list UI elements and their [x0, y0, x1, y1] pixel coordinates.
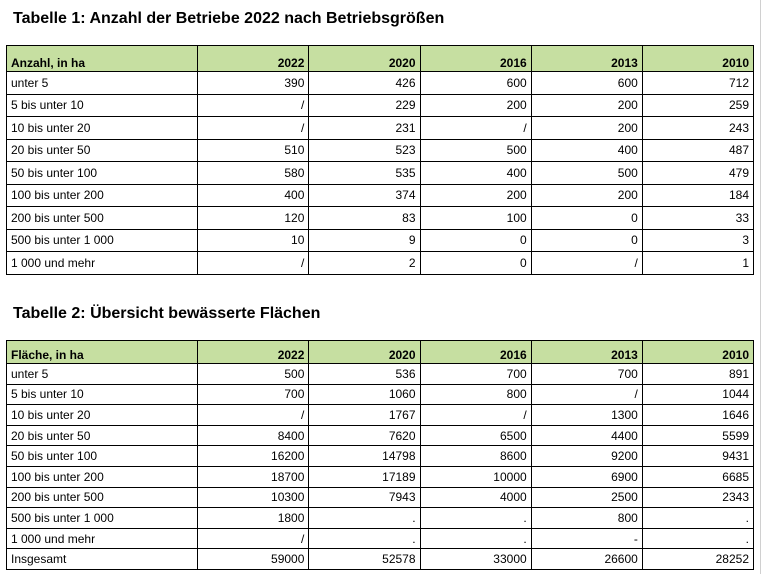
- row-label: 50 bis unter 100: [7, 446, 198, 467]
- table-cell: 10300: [198, 487, 309, 508]
- table-cell: 16200: [198, 446, 309, 467]
- row-label: 20 bis unter 50: [7, 139, 198, 162]
- row-label: 5 bis unter 10: [7, 384, 198, 405]
- table-row: [7, 528, 754, 549]
- table2-header-label: Fläche, in ha: [7, 341, 198, 364]
- row-label: 500 bis unter 1 000: [7, 508, 198, 529]
- table-cell: .: [642, 528, 753, 549]
- table-cell: 4400: [531, 425, 642, 446]
- table1-header-year: 2020: [309, 46, 420, 72]
- table2-header-year: 2013: [531, 341, 642, 364]
- table-row: [7, 94, 754, 117]
- table-cell: 600: [531, 72, 642, 95]
- table1-header-year: 2016: [420, 46, 531, 72]
- table-cell: /: [531, 384, 642, 405]
- table-cell: -: [531, 528, 642, 549]
- table1-header-row: [7, 46, 754, 72]
- table-cell: 2: [309, 252, 420, 275]
- table-cell: 700: [198, 384, 309, 405]
- table-cell: 0: [420, 229, 531, 252]
- table-cell: 3: [642, 229, 753, 252]
- table-cell: 390: [198, 72, 309, 95]
- table-cell: /: [198, 405, 309, 426]
- table-cell: 523: [309, 139, 420, 162]
- table-cell: .: [420, 528, 531, 549]
- table-cell: 536: [309, 364, 420, 385]
- table2-title: Tabelle 2: Übersicht bewässerte Flächen: [13, 305, 321, 322]
- table-cell: 10: [198, 229, 309, 252]
- table-row: [7, 466, 754, 487]
- table-row: [7, 252, 754, 275]
- table-row: [7, 207, 754, 230]
- table-cell: 10000: [420, 466, 531, 487]
- table-cell: 33: [642, 207, 753, 230]
- table-cell: 33000: [420, 549, 531, 570]
- table2-header-year: 2022: [198, 341, 309, 364]
- row-label: 100 bis unter 200: [7, 184, 198, 207]
- table1-body: [7, 72, 754, 275]
- table-cell: 6500: [420, 425, 531, 446]
- table-cell: 200: [531, 184, 642, 207]
- table-row: [7, 117, 754, 140]
- table-cell: /: [531, 252, 642, 275]
- row-label: 50 bis unter 100: [7, 162, 198, 185]
- table-cell: 7620: [309, 425, 420, 446]
- table-cell: .: [309, 508, 420, 529]
- table-cell: 0: [531, 207, 642, 230]
- row-label: 1 000 und mehr: [7, 252, 198, 275]
- table1-header-year: 2010: [642, 46, 753, 72]
- table1: [6, 45, 754, 275]
- table-cell: 600: [420, 72, 531, 95]
- table-cell: 1800: [198, 508, 309, 529]
- row-label: 10 bis unter 20: [7, 405, 198, 426]
- table-cell: 200: [420, 94, 531, 117]
- page-edge: [760, 0, 761, 574]
- table-cell: 59000: [198, 549, 309, 570]
- table-row: [7, 425, 754, 446]
- table-cell: /: [198, 252, 309, 275]
- table-row: [7, 384, 754, 405]
- table-row: [7, 139, 754, 162]
- table-cell: 231: [309, 117, 420, 140]
- table-cell: 500: [198, 364, 309, 385]
- table-cell: /: [198, 117, 309, 140]
- table-cell: 6900: [531, 466, 642, 487]
- table-cell: 500: [531, 162, 642, 185]
- table-cell: 9431: [642, 446, 753, 467]
- table2-header-year: 2020: [309, 341, 420, 364]
- table-cell: /: [198, 94, 309, 117]
- row-label: Insgesamt: [7, 549, 198, 570]
- table1-header-label: Anzahl, in ha: [7, 46, 198, 72]
- table-cell: /: [198, 528, 309, 549]
- table2-body: [7, 364, 754, 570]
- table-cell: 2500: [531, 487, 642, 508]
- table-row: [7, 405, 754, 426]
- table-cell: 4000: [420, 487, 531, 508]
- table-cell: 891: [642, 364, 753, 385]
- row-label: 200 bis unter 500: [7, 487, 198, 508]
- table-cell: 100: [420, 207, 531, 230]
- table-cell: 426: [309, 72, 420, 95]
- table-cell: 8600: [420, 446, 531, 467]
- table-cell: 1: [642, 252, 753, 275]
- table-row: [7, 229, 754, 252]
- table-cell: 400: [198, 184, 309, 207]
- table-cell: 9200: [531, 446, 642, 467]
- table1-title: Tabelle 1: Anzahl der Betriebe 2022 nach Betriebsgrößen: [13, 10, 445, 27]
- table-cell: 52578: [309, 549, 420, 570]
- table-row: [7, 72, 754, 95]
- table-cell: 83: [309, 207, 420, 230]
- table-cell: 26600: [531, 549, 642, 570]
- table2-header-row: [7, 341, 754, 364]
- row-label: 20 bis unter 50: [7, 425, 198, 446]
- row-label: 5 bis unter 10: [7, 94, 198, 117]
- table-cell: 510: [198, 139, 309, 162]
- table-row: [7, 549, 754, 570]
- table-cell: 535: [309, 162, 420, 185]
- table-cell: 17189: [309, 466, 420, 487]
- table-row: [7, 364, 754, 385]
- table-cell: 9: [309, 229, 420, 252]
- table-cell: 1300: [531, 405, 642, 426]
- table-cell: 8400: [198, 425, 309, 446]
- table-cell: 800: [420, 384, 531, 405]
- table-cell: 14798: [309, 446, 420, 467]
- table-cell: 374: [309, 184, 420, 207]
- table-cell: 700: [531, 364, 642, 385]
- table-cell: 18700: [198, 466, 309, 487]
- row-label: 500 bis unter 1 000: [7, 229, 198, 252]
- table-cell: .: [309, 528, 420, 549]
- table-row: [7, 184, 754, 207]
- table-cell: 200: [420, 184, 531, 207]
- table-cell: 28252: [642, 549, 753, 570]
- table-cell: .: [642, 508, 753, 529]
- table-cell: 800: [531, 508, 642, 529]
- row-label: 1 000 und mehr: [7, 528, 198, 549]
- table-cell: 1060: [309, 384, 420, 405]
- table-cell: 2343: [642, 487, 753, 508]
- table-cell: 184: [642, 184, 753, 207]
- table-cell: 0: [420, 252, 531, 275]
- row-label: unter 5: [7, 72, 198, 95]
- table-cell: 243: [642, 117, 753, 140]
- row-label: unter 5: [7, 364, 198, 385]
- row-label: 100 bis unter 200: [7, 466, 198, 487]
- row-label: 10 bis unter 20: [7, 117, 198, 140]
- table-cell: /: [420, 405, 531, 426]
- table-cell: 120: [198, 207, 309, 230]
- table2-header-year: 2010: [642, 341, 753, 364]
- table-cell: 1646: [642, 405, 753, 426]
- table-cell: 712: [642, 72, 753, 95]
- table-cell: 229: [309, 94, 420, 117]
- table-cell: 700: [420, 364, 531, 385]
- table-row: [7, 162, 754, 185]
- table-cell: 1767: [309, 405, 420, 426]
- table-cell: .: [420, 508, 531, 529]
- table1-header-year: 2022: [198, 46, 309, 72]
- row-label: 200 bis unter 500: [7, 207, 198, 230]
- table-cell: 200: [531, 94, 642, 117]
- table-cell: 400: [531, 139, 642, 162]
- table-cell: 7943: [309, 487, 420, 508]
- table-cell: 0: [531, 229, 642, 252]
- table-cell: 1044: [642, 384, 753, 405]
- table1-header-year: 2013: [531, 46, 642, 72]
- table2: [6, 340, 754, 570]
- table-row: [7, 508, 754, 529]
- table-cell: 400: [420, 162, 531, 185]
- table-cell: 487: [642, 139, 753, 162]
- table-cell: /: [420, 117, 531, 140]
- table-cell: 200: [531, 117, 642, 140]
- table-cell: 6685: [642, 466, 753, 487]
- table-cell: 5599: [642, 425, 753, 446]
- table-cell: 580: [198, 162, 309, 185]
- table-row: [7, 487, 754, 508]
- table-cell: 500: [420, 139, 531, 162]
- table-cell: 259: [642, 94, 753, 117]
- table-cell: 479: [642, 162, 753, 185]
- table2-header-year: 2016: [420, 341, 531, 364]
- table-row: [7, 446, 754, 467]
